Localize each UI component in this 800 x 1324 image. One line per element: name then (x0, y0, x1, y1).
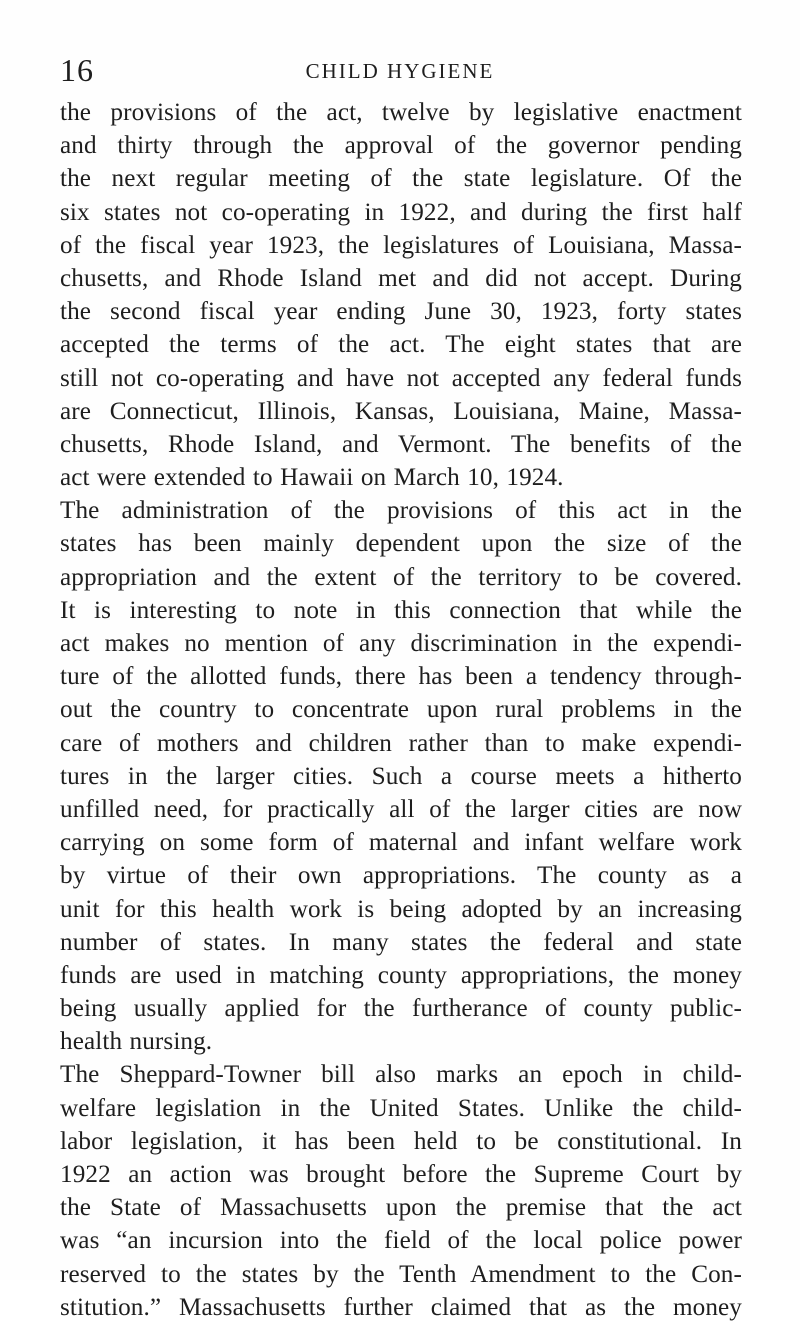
text-line: labor legislation, it has been held to be constitutional. In (60, 1127, 742, 1155)
text-line: of the fiscal year 1923, the legislatures of Louisiana, Massa- (60, 231, 742, 259)
text-line: carrying on some form of maternal and infant welfare work (60, 829, 742, 857)
text-line: ture of the allotted funds, there has been a tendency through- (60, 663, 742, 691)
page-header (60, 50, 740, 90)
text-line: The administration of the provisions of this act in the (60, 497, 742, 525)
text-line: accepted the terms of the act. The eight states that are (60, 331, 742, 359)
text-line: number of states. In many states the federal and state (60, 928, 742, 956)
text-line: welfare legislation in the United States. Unlike the child- (60, 1094, 742, 1122)
text-line: reserved to the states by the Tenth Amendment to the Con- (60, 1260, 742, 1288)
text-line: chusetts, Rhode Island, and Vermont. The benefits of the (60, 430, 742, 458)
text-line: It is interesting to note in this connection that while the (60, 596, 742, 624)
text-line: and thirty through the approval of the governor pending (60, 132, 742, 160)
text-line: act were extended to Hawaii on March 10, 1924. (60, 464, 564, 492)
body-text (60, 96, 742, 1324)
text-line: six states not co-operating in 1922, and during the first half (60, 198, 742, 226)
text-line: care of mothers and children rather than to make expendi- (60, 729, 742, 757)
text-line: still not co-operating and have not accepted any federal funds (60, 364, 742, 392)
text-line: unfilled need, for practically all of the larger cities are now (60, 795, 742, 823)
text-line: are Connecticut, Illinois, Kansas, Louisiana, Maine, Massa- (60, 397, 742, 425)
running-head: CHILD HYGIENE (305, 59, 495, 83)
text-line: funds are used in matching county appropriations, the money (60, 961, 742, 989)
text-line: health nursing. (60, 1028, 213, 1056)
text-line: the State of Massachusetts upon the premise that the act (60, 1194, 742, 1222)
text-line: the provisions of the act, twelve by legislative enactment (60, 99, 742, 126)
text-line: The Sheppard-Towner bill also marks an epoch in child- (60, 1061, 742, 1089)
text-line: appropriation and the extent of the territory to be covered. (60, 563, 742, 591)
page-number: 16 (60, 52, 94, 88)
text-line: stitution.” Massachusetts further claimed that as the money (60, 1293, 742, 1321)
text-line: by virtue of their own appropriations. The county as a (60, 862, 742, 890)
text-line: chusetts, and Rhode Island met and did not accept. During (60, 264, 742, 292)
text-line: act makes no mention of any discrimination in the expendi- (60, 630, 742, 657)
text-line: out the country to concentrate upon rural problems in the (60, 696, 742, 724)
text-line: tures in the larger cities. Such a course meets a hitherto (60, 762, 742, 790)
text-line: the next regular meeting of the state legislature. Of the (60, 165, 742, 193)
text-line: being usually applied for the furtherance of county public- (60, 995, 742, 1023)
text-line: states has been mainly dependent upon the size of the (60, 530, 742, 558)
text-line: 1922 an action was brought before the Supreme Court by (60, 1161, 742, 1188)
text-line: the second fiscal year ending June 30, 1923, forty states (60, 298, 742, 326)
text-line: was “an incursion into the field of the local police power (60, 1227, 742, 1255)
text-line: unit for this health work is being adopted by an increasing (60, 895, 742, 923)
